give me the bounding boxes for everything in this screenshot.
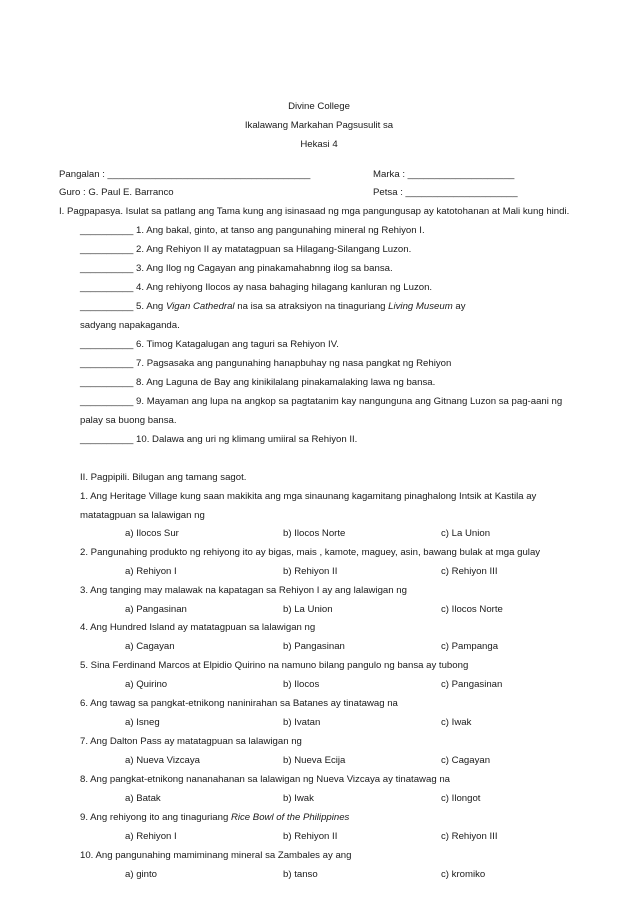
choice-c[interactable]: c) La Union [441, 528, 491, 539]
mc-question: 7. Ang Dalton Pass ay matatagpuan sa lalawigan ng [80, 736, 302, 747]
part2-instructions: II. Pagpipili. Bilugan ang tamang sagot. [80, 472, 247, 483]
choice-a[interactable]: a) Nueva Vizcaya [125, 755, 201, 766]
choice-c[interactable]: c) Cagayan [441, 755, 491, 766]
choice-b[interactable]: b) Ilocos [283, 679, 320, 690]
subject-title: Hekasi 4 [300, 139, 338, 150]
tf-item: __________ 7. Pagsasaka ang pangunahing hanapbuhay ng nasa pangkat ng Rehiyon [80, 358, 452, 369]
choice-c[interactable]: c) Rehiyon III [441, 831, 498, 842]
choice-a[interactable]: a) Ilocos Sur [125, 528, 179, 539]
mc-question: 1. Ang Heritage Village kung saan makikita ang mga sinaunang kagamitang pinaghalong Intsik at Kastila ay [80, 491, 537, 502]
choice-b[interactable]: b) Iwak [283, 793, 314, 804]
tf-item: __________ 4. Ang rehiyong Ilocos ay nasa bahaging hilagang kanluran ng Luzon. [80, 282, 433, 293]
tf-item: __________ 5. Ang Vigan Cathedral na isa sa atraksiyon na tinaguriang Living Museum ay [80, 301, 466, 312]
tf-item: __________ 6. Timog Katagalugan ang taguri sa Rehiyon IV. [80, 339, 339, 350]
answer-blank: __________ [80, 358, 134, 369]
choice-a[interactable]: a) Rehiyon I [125, 831, 177, 842]
choice-b[interactable]: b) Nueva Ecija [283, 755, 346, 766]
score-field: Marka : ____________________ [373, 169, 515, 180]
tf-item: __________ 9. Mayaman ang lupa na angkop sa pagtatanim kay nangunguna ang Gitnang Luzon sa pag-aani ng [80, 396, 563, 407]
choice-a[interactable]: a) Isneg [125, 717, 160, 728]
choice-a[interactable]: a) Batak [125, 793, 161, 804]
choice-a[interactable]: a) Quirino [125, 679, 168, 690]
choice-b[interactable]: b) Rehiyon II [283, 566, 338, 577]
school-name: Divine College [288, 101, 350, 112]
teacher-field: Guro : G. Paul E. Barranco [59, 187, 174, 198]
choice-c[interactable]: c) Ilocos Norte [441, 604, 503, 615]
choice-c[interactable]: c) Iwak [441, 717, 472, 728]
answer-blank: __________ [80, 339, 134, 350]
part1-instructions: I. Pagpapasya. Isulat sa patlang ang Tama kung ang isinasaad ng mga pangungusap ay katotohanan at Mali kung hindi. [59, 206, 570, 217]
choice-a[interactable]: a) Cagayan [125, 641, 175, 652]
choice-b[interactable]: b) Ivatan [283, 717, 321, 728]
mc-question-continuation: matatagpuan sa lalawigan ng [80, 510, 205, 521]
tf-item: __________ 10. Dalawa ang uri ng klimang umiiral sa Rehiyon II. [80, 434, 358, 445]
tf-item: __________ 1. Ang bakal, ginto, at tanso ang pangunahing mineral ng Rehiyon I. [80, 225, 425, 236]
mc-question: 3. Ang tanging may malawak na kapatagan sa Rehiyon I ay ang lalawigan ng [80, 585, 407, 596]
name-field: Pangalan : ______________________________________ [59, 169, 311, 180]
choice-c[interactable]: c) kromiko [441, 869, 486, 880]
answer-blank: __________ [80, 263, 134, 274]
choice-b[interactable]: b) tanso [283, 869, 318, 880]
choice-c[interactable]: c) Pampanga [441, 641, 499, 652]
choice-a[interactable]: a) Pangasinan [125, 604, 187, 615]
answer-blank: __________ [80, 301, 134, 312]
choice-b[interactable]: b) Ilocos Norte [283, 528, 346, 539]
tf-item: __________ 3. Ang Ilog ng Cagayan ang pinakamahabnng ilog sa bansa. [80, 263, 393, 274]
answer-blank: __________ [80, 377, 134, 388]
choice-b[interactable]: b) La Union [283, 604, 333, 615]
mc-question: 5. Sina Ferdinand Marcos at Elpidio Quirino na namuno bilang pangulo ng bansa ay tubong [80, 660, 469, 671]
answer-blank: __________ [80, 396, 134, 407]
tf-item-continuation: sadyang napakaganda. [80, 320, 180, 331]
mc-question: 8. Ang pangkat-etnikong nananahanan sa lalawigan ng Nueva Vizcaya ay tinatawag na [80, 774, 450, 785]
date-field: Petsa : _____________________ [373, 187, 518, 198]
tf-item: __________ 2. Ang Rehiyon II ay matatagpuan sa Hilagang-Silangang Luzon. [80, 244, 412, 255]
tf-item-continuation: palay sa buong bansa. [80, 415, 177, 426]
choice-c[interactable]: c) Pangasinan [441, 679, 503, 690]
answer-blank: __________ [80, 225, 134, 236]
choice-b[interactable]: b) Pangasinan [283, 641, 345, 652]
mc-question: 2. Pangunahing produkto ng rehiyong ito ay bigas, mais , kamote, maguey, asin, bawang bulak at mga gulay [80, 547, 541, 558]
answer-blank: __________ [80, 434, 134, 445]
choice-c[interactable]: c) Rehiyon III [441, 566, 498, 577]
exam-title: Ikalawang Markahan Pagsusulit sa [244, 120, 394, 131]
choice-b[interactable]: b) Rehiyon II [283, 831, 338, 842]
choice-c[interactable]: c) Ilongot [441, 793, 481, 804]
mc-question: 10. Ang pangunahing mamiminang mineral sa Zambales ay ang [80, 850, 352, 861]
tf-item: __________ 8. Ang Laguna de Bay ang kinikilalang pinakamalaking lawa ng bansa. [80, 377, 436, 388]
answer-blank: __________ [80, 282, 134, 293]
mc-question: 4. Ang Hundred Island ay matatagpuan sa lalawigan ng [80, 622, 316, 633]
mc-question: 6. Ang tawag sa pangkat-etnikong naninirahan sa Batanes ay tinatawag na [80, 698, 398, 709]
choice-a[interactable]: a) ginto [125, 869, 157, 880]
mc-question: 9. Ang rehiyong ito ang tinaguriang Rice Bowl of the Philippines [80, 812, 350, 823]
choice-a[interactable]: a) Rehiyon I [125, 566, 177, 577]
answer-blank: __________ [80, 244, 134, 255]
